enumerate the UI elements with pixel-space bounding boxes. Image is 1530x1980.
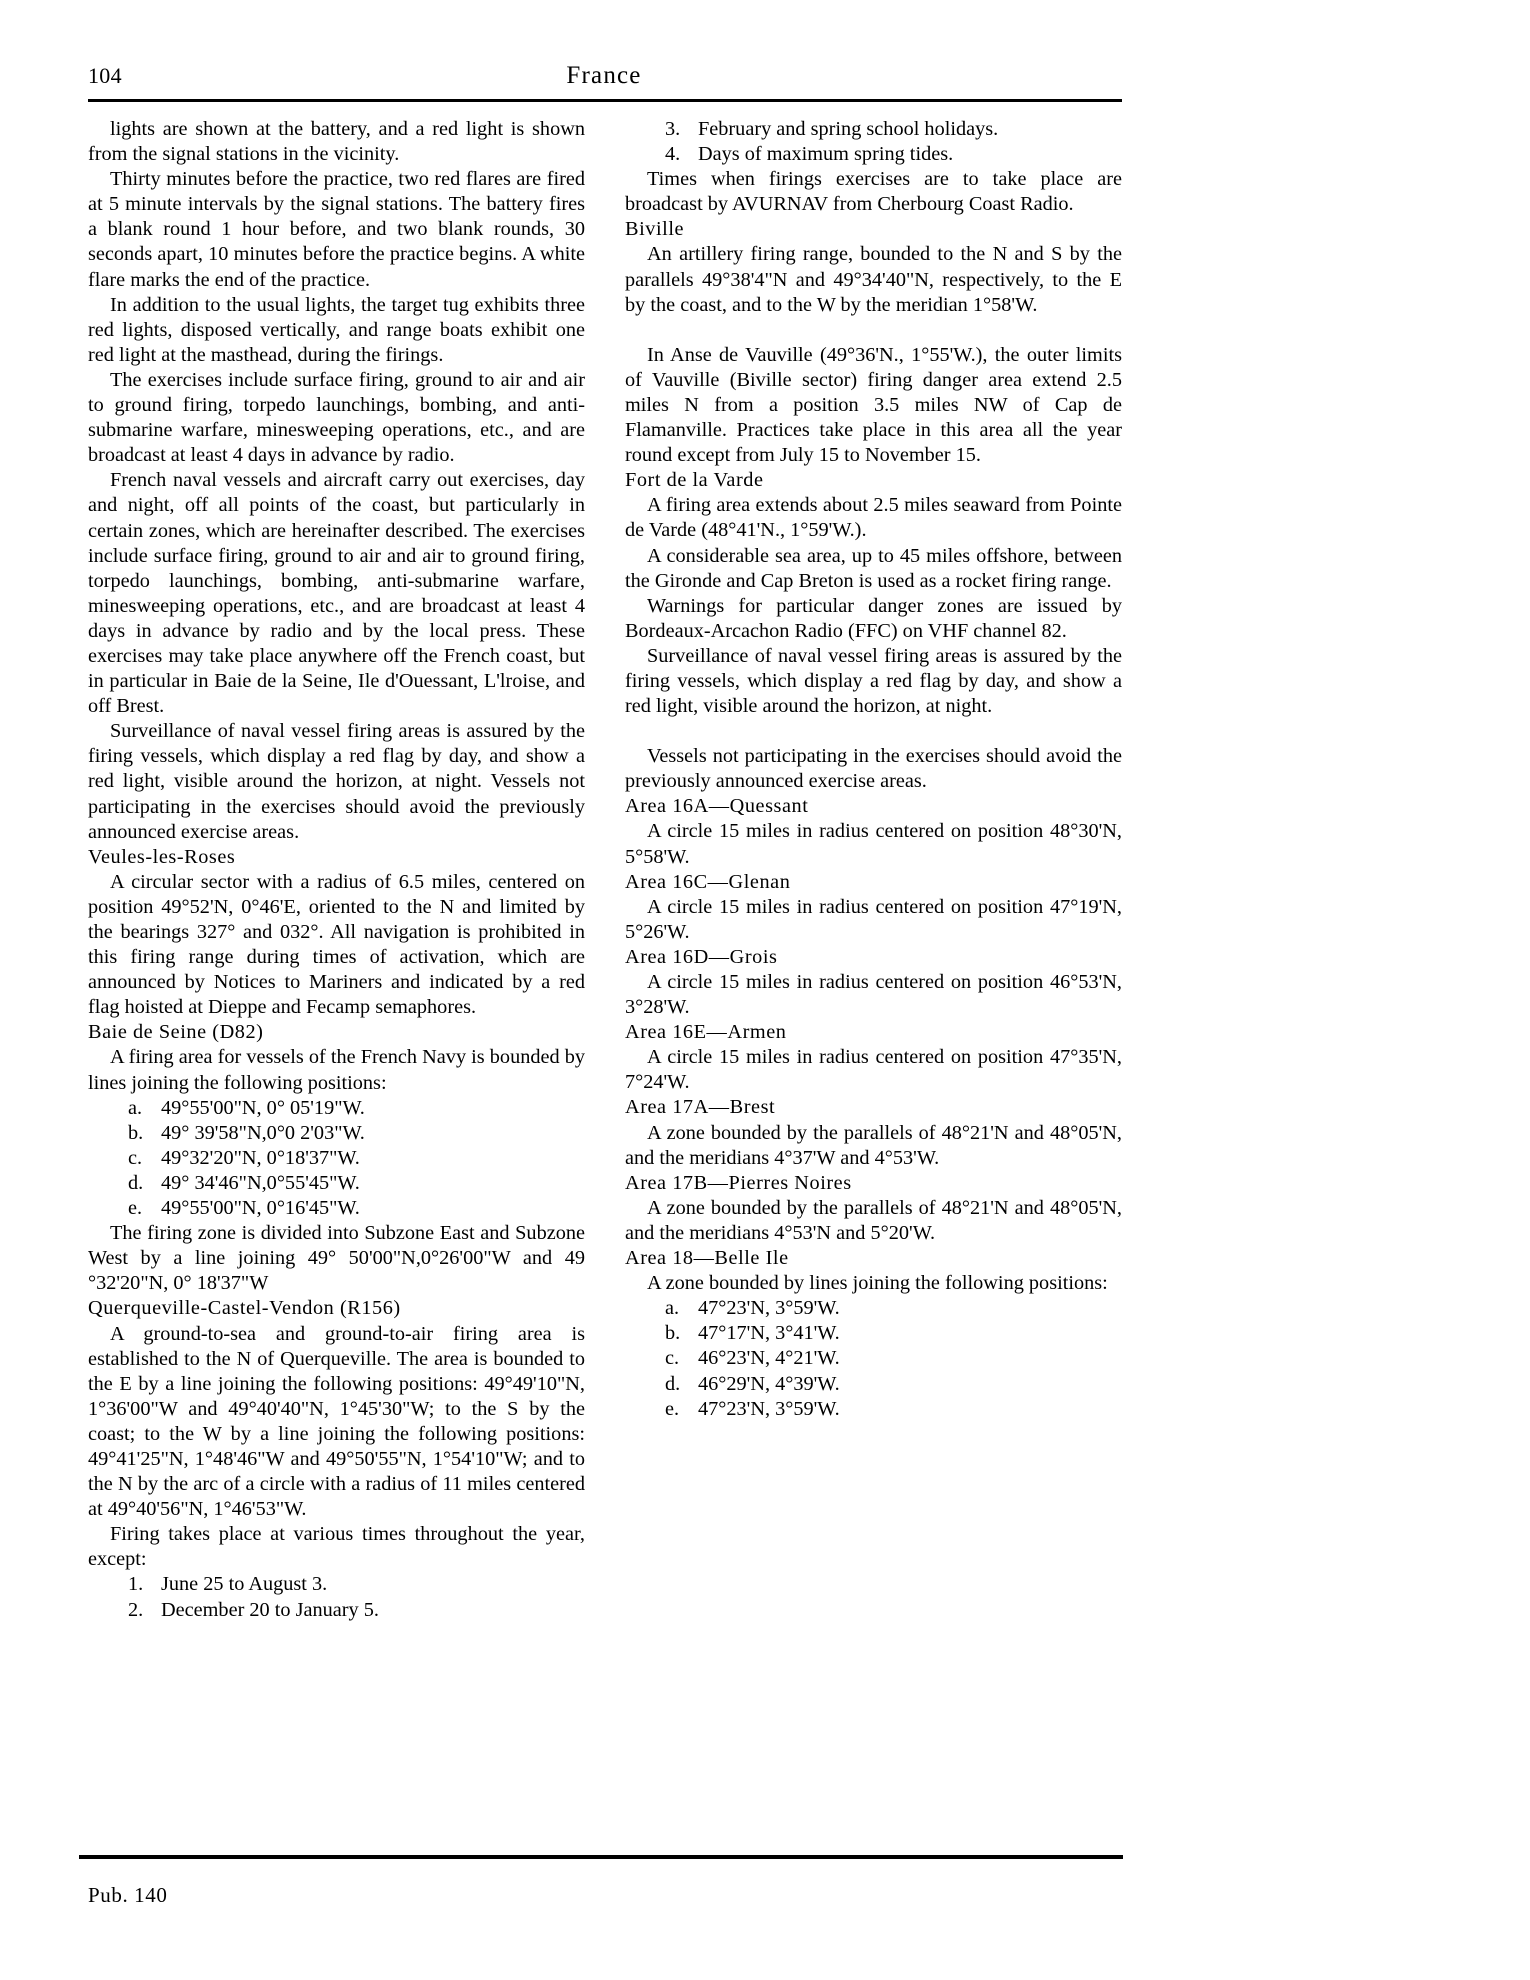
list-item	[625, 1346, 1122, 1371]
section-heading-area-16a: Area 16A—Quessant	[625, 795, 809, 818]
section-heading-area-18: Area 18—Belle Ile	[625, 1247, 789, 1270]
list-item	[625, 1372, 1122, 1397]
paragraph-firing-times-intro: Firing takes place at various times throughout the year, except:	[88, 1523, 585, 1571]
paragraph-french-naval-vessels: French naval vessels and aircraft carry out exercises, day and night, off all points of the coast, but particularly in certain zones, which are hereinafter described. The exercises include surface firing, ground to air and air to ground firing, torpedo launchings, bombing, anti-submarine warfare, minesweeping operations, etc., and are broadcast at least 4 days in advance by radio and by the local press. These exercises may take place anywhere off the French coast, but in particular in Baie de la Seine, Ile d'Ouessant, L'lroise, and off Brest.	[88, 469, 585, 718]
page-number: 104	[88, 63, 122, 88]
right-column	[625, 117, 1122, 1422]
paragraph-varde-rocket-range: A considerable sea area, up to 45 miles offshore, between the Gironde and Cap Breton is used as a rocket firing range.	[625, 544, 1122, 592]
paragraph-area-16a: A circle 15 miles in radius centered on position 48°30'N, 5°58'W.	[625, 820, 1122, 868]
section-heading-area-17a: Area 17A—Brest	[625, 1096, 776, 1119]
section-heading-veules-les-roses: Veules-les-Roses	[88, 845, 236, 868]
list-firing-times	[88, 1572, 585, 1622]
list-item-text: 49°32'20"N, 0°18'37"W.	[161, 1146, 360, 1169]
paragraph-varde-firing-area: A firing area extends about 2.5 miles seaward from Pointe de Varde (48°41'N., 1°59'W.).	[625, 494, 1122, 542]
list-item	[625, 142, 1122, 167]
list-item	[625, 1321, 1122, 1346]
paragraph-avurnav: Times when firings exercises are to take place are broadcast by AVURNAV from Cherbourg Coast Radio.	[625, 168, 1122, 216]
paragraph-biville-body: An artillery firing range, bounded to the N and S by the parallels 49°38'4"N and 49°34'40"N, respectively, to the E by the coast, and to the W by the meridian 1°58'W.	[625, 243, 1122, 316]
list-belle-ile-positions	[625, 1296, 1122, 1421]
section-heading-area-16d: Area 16D—Grois	[625, 945, 778, 968]
footer-rule	[79, 1855, 1123, 1859]
list-marker: d.	[128, 1171, 144, 1194]
section-heading-area-17b: Area 17B—Pierres Noires	[625, 1171, 852, 1194]
list-marker: 1.	[128, 1573, 144, 1596]
list-item-text: 49° 34'46"N,0°55'45"W.	[161, 1171, 360, 1194]
list-item	[88, 1572, 585, 1597]
list-marker: a.	[665, 1297, 680, 1320]
paragraph-area-18-intro: A zone bounded by lines joining the following positions:	[647, 1272, 1108, 1295]
page-header	[88, 62, 1120, 102]
list-item	[625, 1296, 1122, 1321]
paragraph-vessels-note: Vessels not participating in the exercises should avoid the previously announced exercise areas.	[625, 745, 1122, 793]
list-baie-positions	[88, 1096, 585, 1221]
paragraph-varde-surveillance: Surveillance of naval vessel firing areas is assured by the firing vessels, which display a red flag by day, and show a red light, visible around the horizon, at night.	[625, 644, 1122, 718]
section-heading-querqueville: Querqueville-Castel-Vendon (R156)	[88, 1297, 401, 1320]
section-heading-biville: Biville	[625, 218, 685, 241]
list-item-text: 47°17'N, 3°41'W.	[698, 1322, 840, 1345]
spacer	[625, 318, 1122, 343]
paragraph-thirty-minutes: Thirty minutes before the practice, two red flares are fired at 5 minute intervals by the signal stations. The battery fires a blank round 1 hour before, and two blank rounds, 30 seconds apart, 10 minutes before the practice begins. A white flare marks the end of the practice.	[88, 168, 585, 291]
list-marker: a.	[128, 1096, 143, 1119]
paragraph-veules-body: A circular sector with a radius of 6.5 miles, centered on position 49°52'N, 0°46'E, oriented to the N and limited by the bearings 327° and 032°. All navigation is prohibited in this firing range during times of activation, which are announced by Notices to Mariners and indicated by a red flag hoisted at Dieppe and Fecamp semaphores.	[88, 870, 585, 1019]
paragraph-surveillance-left: Surveillance of naval vessel firing areas is assured by the firing vessels, which display a red flag by day, and show a red light, visible around the horizon, at night. Vessels not participating in the exercises should avoid the previously announced exercise areas.	[88, 720, 585, 843]
list-item-text: February and spring school holidays.	[698, 118, 999, 140]
publication-label: Pub. 140	[88, 1883, 168, 1907]
list-item	[88, 1171, 585, 1196]
section-heading-fort-de-la-varde: Fort de la Varde	[625, 469, 764, 492]
list-marker: c.	[128, 1146, 143, 1169]
page-title: France	[566, 62, 642, 89]
list-item-text: 47°23'N, 3°59'W.	[698, 1397, 840, 1420]
list-item-text: Days of maximum spring tides.	[698, 143, 954, 166]
list-item-text: 49°55'00"N, 0° 05'19"W.	[161, 1096, 365, 1119]
list-item	[88, 1096, 585, 1121]
list-item	[625, 1397, 1122, 1422]
list-item-text: 49° 39'58"N,0°0 2'03"W.	[161, 1121, 365, 1144]
list-item	[88, 1121, 585, 1146]
section-heading-baie-de-seine: Baie de Seine (D82)	[88, 1021, 264, 1044]
paragraph-area-17a: A zone bounded by the parallels of 48°21'N and 48°05'N, and the meridians 4°37'W and 4°53'W.	[625, 1121, 1122, 1169]
paragraph-baie-intro: A firing area for vessels of the French Navy is bounded by lines joining the following positions:	[88, 1046, 585, 1094]
list-item-text: 49°55'00"N, 0°16'45"W.	[161, 1197, 360, 1220]
header-rule	[88, 99, 1122, 102]
paragraph-area-16c: A circle 15 miles in radius centered on position 47°19'N, 5°26'W.	[625, 895, 1122, 943]
list-item-text: 46°29'N, 4°39'W.	[698, 1372, 840, 1395]
section-heading-area-16e: Area 16E—Armen	[625, 1021, 787, 1044]
section-heading-area-16c: Area 16C—Glenan	[625, 870, 791, 893]
paragraph-varde-warnings: Warnings for particular danger zones are issued by Bordeaux-Arcachon Radio (FFC) on VHF channel 82.	[625, 594, 1122, 642]
paragraph-area-16e: A circle 15 miles in radius centered on position 47°35'N, 7°24'W.	[625, 1046, 1122, 1094]
list-item	[625, 117, 1122, 142]
list-item-text: 46°23'N, 4°21'W.	[698, 1347, 840, 1370]
spacer	[625, 719, 1122, 744]
paragraph-querqueville-body: A ground-to-sea and ground-to-air firing area is established to the N of Querqueville. The area is bounded to the E by a line joining the following positions: 49°49'10"N, 1°36'00"W and 49°40'40"N, 1°45'30"W; to the S by the coast; to the W by a line joining the following positions: 49°41'25"N, 1°48'46"W and 49°50'55"N, 1°54'10"W; and to the N by the arc of a circle with a radius of 11 miles centered at 49°40'56"N, 1°46'53"W.	[88, 1322, 585, 1521]
paragraph-target-tug: In addition to the usual lights, the target tug exhibits three red lights, disposed vertically, and range boats exhibit one red light at the masthead, during the firings.	[88, 293, 585, 366]
list-item	[88, 1146, 585, 1171]
paragraph-exercises-include: The exercises include surface firing, ground to air and air to ground firing, torpedo launchings, bombing, and anti-submarine warfare, minesweeping operations, etc., and are broadcast at least 4 days in advance by radio.	[88, 368, 585, 467]
list-item-text: 47°23'N, 3°59'W.	[698, 1297, 840, 1320]
paragraph-baie-subzone: The firing zone is divided into Subzone East and Subzone West by a line joining 49° 50'00"N,0°26'00"W and 49 °32'20"N, 0° 18'37"W	[88, 1222, 585, 1295]
left-column	[88, 117, 585, 1623]
paragraph-vauville: In Anse de Vauville (49°36'N., 1°55'W.), the outer limits of Vauville (Biville sector) firing danger area extend 2.5 miles N from a position 3.5 miles NW of Cap de Flamanville. Practices take place in this area all the year round except from July 15 to November 15.	[625, 343, 1122, 467]
list-item-text: December 20 to January 5.	[161, 1598, 379, 1621]
paragraph-lights-battery: lights are shown at the battery, and a red light is shown from the signal stations in the vicinity.	[88, 118, 585, 166]
list-marker: 4.	[665, 143, 681, 166]
list-marker: 2.	[128, 1598, 144, 1621]
list-marker: d.	[665, 1372, 681, 1395]
list-marker: b.	[128, 1121, 144, 1144]
list-marker: b.	[665, 1322, 681, 1345]
paragraph-area-17b: A zone bounded by the parallels of 48°21'N and 48°05'N, and the meridians 4°53'N and 5°20'W.	[625, 1196, 1122, 1244]
list-marker: e.	[128, 1197, 143, 1220]
list-marker: c.	[665, 1347, 680, 1370]
list-item	[88, 1598, 585, 1623]
list-firing-times-continued	[625, 117, 1122, 167]
list-marker: e.	[665, 1397, 680, 1420]
list-item-text: June 25 to August 3.	[161, 1573, 328, 1596]
list-item	[88, 1196, 585, 1221]
paragraph-area-16d: A circle 15 miles in radius centered on position 46°53'N, 3°28'W.	[625, 971, 1122, 1019]
list-marker: 3.	[665, 118, 681, 140]
